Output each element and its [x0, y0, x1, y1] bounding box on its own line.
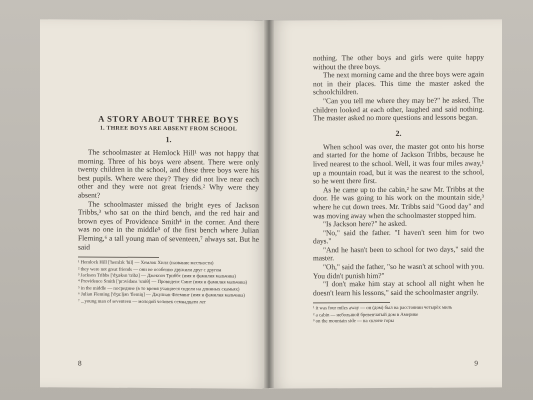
right-top-text	[313, 53, 484, 123]
section-number: 2.	[395, 128, 402, 138]
footnote: ³ on the mountain side — на склоне горы	[313, 319, 394, 325]
right-footnotes	[313, 306, 484, 326]
open-book	[40, 20, 502, 388]
page-number: 8	[78, 359, 82, 368]
left-page	[40, 19, 269, 389]
book-gutter	[264, 20, 274, 388]
paragraph: "No," said the father. "I haven't seen him for two days."	[313, 227, 484, 246]
footnote: ⁶ Julian Fleming ['dʒu:ljən 'flemiŋ] — Джулиан Флеминг (имя и фамилия мальчика)	[78, 292, 245, 299]
left-footnotes	[78, 261, 259, 307]
paragraph: "Oh," said the father, "so he wasn't at school with you. You didn't punish him?"	[313, 261, 484, 281]
paragraph: The schoolmaster at Hemlock Hill¹ was not happy that morning. Three of his boys were absent. There were only twenty children in the school, and these three boys were his best pupils. Where were they? They did not live near each other and they were not great friends.² Why were they absent?	[78, 147, 259, 200]
paragraph: As he came up to the cabin,² he saw Mr. Tribbs at the door. He was going to his work on the mountain side,³ where he cut down trees. Mr. Tribbs said "Good day" and was moving away when the schoolmaster stopped him.	[313, 184, 484, 220]
section-number: 1.	[165, 135, 172, 145]
paragraph: The schoolmaster missed the bright eyes of Jackson Tribbs,³ who sat on the third bench, and the red hair and brown eyes of Providence Smith⁴ in the corner. And there was no one in the middle⁵ of the first bench where Julian Fleming,⁶ a tall young man of seventeen,⁷ always sat. But he said	[78, 199, 259, 252]
footnote: ² they were not great friends — они не особенно дружили друг с другом	[78, 266, 222, 273]
footnote-rule	[313, 302, 390, 303]
footnote: ¹ Hemlock Hill ['hemlɔk 'hil] — Хемлок Хилл (название местности)	[78, 260, 214, 267]
footnote: ¹ it was four miles away — он (дом) был на расстоянии четырёх миль	[313, 306, 453, 312]
paragraph: nothing. The other boys and girls were quite happy without the three boys.	[313, 52, 484, 71]
right-body-text	[313, 142, 484, 298]
paragraph: "Can you tell me where they may be?" he asked. The children looked at each other, laughed and said nothing. The master asked no more questions and lessons began.	[313, 95, 484, 123]
page-number: 9	[474, 359, 478, 368]
story-title: A STORY ABOUT THREE BOYS	[98, 113, 239, 125]
paragraph: "And he hasn't been to school for two days," said the master.	[313, 244, 484, 263]
footnote: ⁷ ...young man of seventeen — молодой человек семнадцати лет	[78, 299, 206, 305]
footnote: ² a cabin — небольшой бревенчатый дом в Америке	[313, 312, 419, 319]
paragraph: The next morning came and the three boys were again not in their places. This time the master asked the schoolchildren.	[313, 69, 484, 97]
footnote: ³ Jackson Tribbs ['dʒæksn 'tribz] — Джексон Триббс (имя и фамилия мальчика)	[78, 273, 237, 280]
paragraph: "I don't make him stay at school all night when he doesn't learn his lessons," said the schoolmaster angrily.	[313, 278, 484, 298]
chapter-subtitle: 1. THREE BOYS ARE ABSENT FROM SCHOOL	[99, 125, 238, 133]
paragraph: "Is Jackson here?" he asked.	[323, 218, 407, 229]
right-page	[269, 19, 502, 388]
footnote-rule	[78, 257, 159, 259]
paragraph: When school was over, the master got onto his horse and started for the home of Jackson Tribbs, because he lived nearest to the school. Well, it was four miles away,¹ up a mountain road, but it was the nearest to the school, so he went there first.	[313, 141, 484, 186]
footnote: ⁵ in the middle — посредине (в то время учащиеся сидели на длинных скамьях)	[78, 286, 240, 293]
left-body-text	[78, 148, 259, 252]
footnote: ⁴ Providence Smith ['prɔvidəns 'smiθ] — Провиденс Смит (имя и фамилия мальчика)	[78, 279, 248, 286]
